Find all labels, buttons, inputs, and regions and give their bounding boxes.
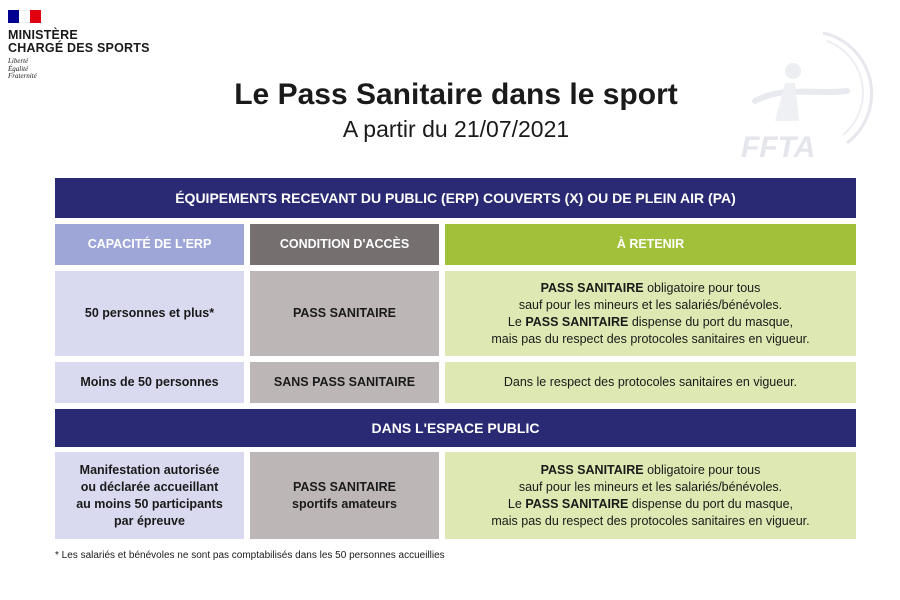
section-espace-public-heading: DANS L'ESPACE PUBLIC xyxy=(55,409,856,447)
row1-capacite: 50 personnes et plus* xyxy=(55,271,244,356)
row3-retenir-l3-rest: dispense du port du masque, xyxy=(628,496,794,511)
row3-retenir-l3-bold: PASS SANITAIRE xyxy=(525,496,629,511)
row3-retenir-l1-bold: PASS SANITAIRE xyxy=(540,462,644,477)
row3-retenir-l3-a: Le xyxy=(507,496,526,511)
col-header-capacite: CAPACITÉ DE L'ERP xyxy=(55,224,244,265)
row3-capacite-l1: Manifestation autorisée xyxy=(79,462,220,477)
row3-retenir-l1-rest: obligatoire pour tous xyxy=(643,462,761,477)
motto-fraternite: Fraternité xyxy=(8,72,37,80)
ministere-line-1: MINISTÈRE xyxy=(8,28,78,42)
col-header-condition: CONDITION D'ACCÈS xyxy=(250,224,439,265)
row2-retenir: Dans le respect des protocoles sanitaires en vigueur. xyxy=(445,362,856,403)
row3-capacite xyxy=(55,452,244,539)
page-title: Le Pass Sanitaire dans le sport xyxy=(234,78,678,111)
row3-retenir-l4: mais pas du respect des protocoles sanitaires en vigueur. xyxy=(491,513,810,528)
row3-capacite-l2: ou déclarée accueillant xyxy=(80,479,219,494)
row1-retenir-l3-rest: dispense du port du masque, xyxy=(628,314,794,329)
motto-egalite: Égalité xyxy=(8,64,29,73)
row3-condition-l2: sportifs amateurs xyxy=(292,496,397,511)
ministere-name xyxy=(8,29,150,55)
ministere-logo xyxy=(8,10,150,81)
row1-condition: PASS SANITAIRE xyxy=(250,271,439,356)
ffta-logo-text: FFTA xyxy=(741,131,816,164)
row2-capacite: Moins de 50 personnes xyxy=(55,362,244,403)
row3-retenir xyxy=(445,452,856,539)
row1-retenir-l4: mais pas du respect des protocoles sanitaires en vigueur. xyxy=(491,331,810,346)
row1-retenir-l3-bold: PASS SANITAIRE xyxy=(525,314,629,329)
row3-retenir-l2: sauf pour les mineurs et les salariés/bénévoles. xyxy=(518,479,783,494)
row1-retenir-l2: sauf pour les mineurs et les salariés/bénévoles. xyxy=(518,297,783,312)
ministere-line-2: CHARGÉ DES SPORTS xyxy=(8,41,150,55)
row3-capacite-l4: par épreuve xyxy=(114,513,185,528)
row3-condition-l1: PASS SANITAIRE xyxy=(292,479,397,494)
col-header-retenir: À RETENIR xyxy=(445,224,856,265)
page-subtitle: A partir du 21/07/2021 xyxy=(342,116,570,142)
row3-capacite-l3: au moins 50 participants xyxy=(76,496,223,511)
row1-retenir xyxy=(445,271,856,356)
footnote: * Les salariés et bénévoles ne sont pas comptabilisés dans les 50 personnes accueillies xyxy=(55,550,445,561)
row1-retenir-l1-rest: obligatoire pour tous xyxy=(643,280,761,295)
marianne-flag-icon xyxy=(8,10,41,23)
section-erp-heading: ÉQUIPEMENTS RECEVANT DU PUBLIC (ERP) COUVERTS (X) OU DE PLEIN AIR (PA) xyxy=(55,178,856,218)
row1-retenir-l3-a: Le xyxy=(507,314,526,329)
row1-retenir-l1-bold: PASS SANITAIRE xyxy=(540,280,644,295)
motto-liberte: Liberté xyxy=(8,57,29,65)
row3-condition xyxy=(250,452,439,539)
row2-condition: SANS PASS SANITAIRE xyxy=(250,362,439,403)
